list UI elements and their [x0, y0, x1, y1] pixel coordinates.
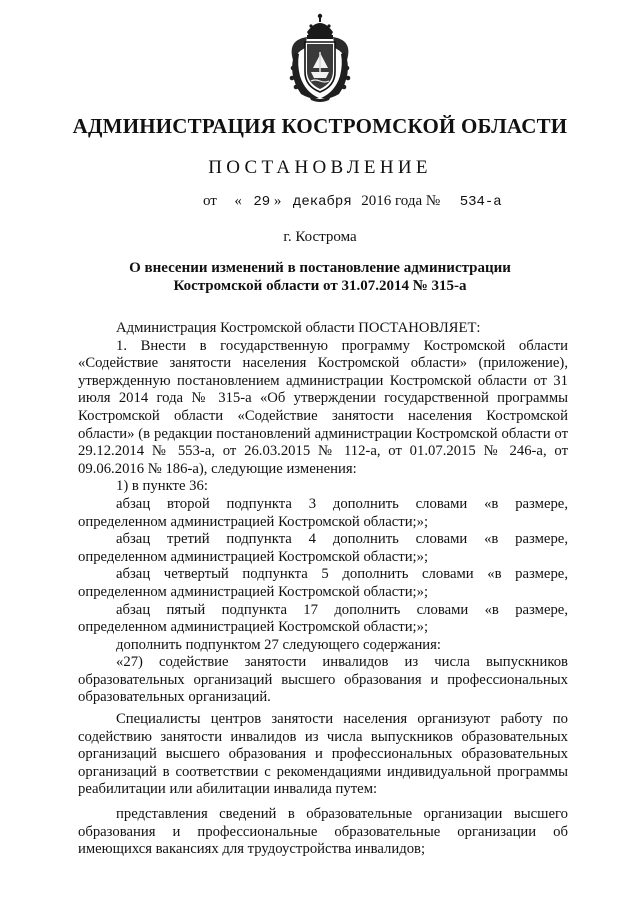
body-paragraph: абзац пятый подпункта 17 дополнить словами «в размере, определенном администрацией Костромской области;»;	[78, 601, 568, 636]
document-number: 534-а	[459, 194, 502, 210]
body-paragraph: абзац третий подпункта 4 дополнить словами «в размере, определенном администрацией Костромской области;»;	[78, 531, 568, 565]
body-paragraph: 1) в пункте 36:	[116, 478, 208, 495]
document-subject	[90, 259, 550, 295]
document-type: ПОСТАНОВЛЕНИЕ	[208, 157, 432, 178]
document-body	[78, 320, 568, 859]
date-month: декабря	[292, 194, 352, 210]
date-from-label: от	[203, 193, 217, 209]
date-quote-open: «	[234, 193, 242, 209]
body-paragraph: абзац четвертый подпункта 5 дополнить словами «в размере, определенном администрацией Костромской области;»;	[78, 566, 568, 600]
subject-line-1: О внесении изменений в постановление администрации	[129, 260, 511, 276]
body-paragraph: дополнить подпунктом 27 следующего содержания:	[116, 636, 442, 653]
body-paragraph: Специалисты центров занятости населения организуют работу по содействию занятости инвалидов из числа выпускников образовательных организаций высшего образования и профессиональных образовательных организаций в соответствии с рекомендациями индивидуальной программы реабилитации или абилитации инвалида путем:	[78, 711, 568, 798]
agency-title: АДМИНИСТРАЦИЯ КОСТРОМСКОЙ ОБЛАСТИ	[72, 114, 568, 138]
date-year: 2016 года №	[361, 193, 441, 209]
body-paragraph: представления сведений в образовательные организации высшего образования и профессиональные образовательные организации об имеющихся вакансиях для трудоустройства инвалидов;	[78, 806, 568, 858]
body-paragraph: Администрация Костромской области ПОСТАНОВЛЯЕТ:	[116, 320, 481, 336]
dateline	[203, 193, 502, 210]
body-paragraph: 1. Внести в государственную программу Костромской области «Содействие занятости населения Костромской области» (приложение), утвержденную постановлением администрации Костромской области от 31 июля 2014 года № 315-а «Об утверждении государственной программы Костромской области «Содействие занятости населения Костромской области» (в редакции постановлений администрации Костромской области от 29.12.2014 № 553-а, от 26.03.2015 № 112-а, от 01.07.2015 № 246-а, от 09.06.2016 № 186-а), следующие изменения:	[78, 337, 568, 477]
date-day: 29	[253, 194, 271, 210]
body-paragraph: абзац второй подпункта 3 дополнить словами «в размере, определенном администрацией Костромской области;»;	[78, 495, 568, 530]
subject-line-2: Костромской области от 31.07.2014 № 315-а	[173, 278, 467, 294]
city-name: г. Кострома	[283, 229, 357, 245]
coat-of-arms-emblem	[283, 12, 357, 104]
body-paragraph: «27) содействие занятости инвалидов из числа выпускников образовательных организаций высшего образования и профессиональных образовательных организаций.	[78, 654, 568, 706]
date-quote-close: »	[273, 193, 282, 209]
